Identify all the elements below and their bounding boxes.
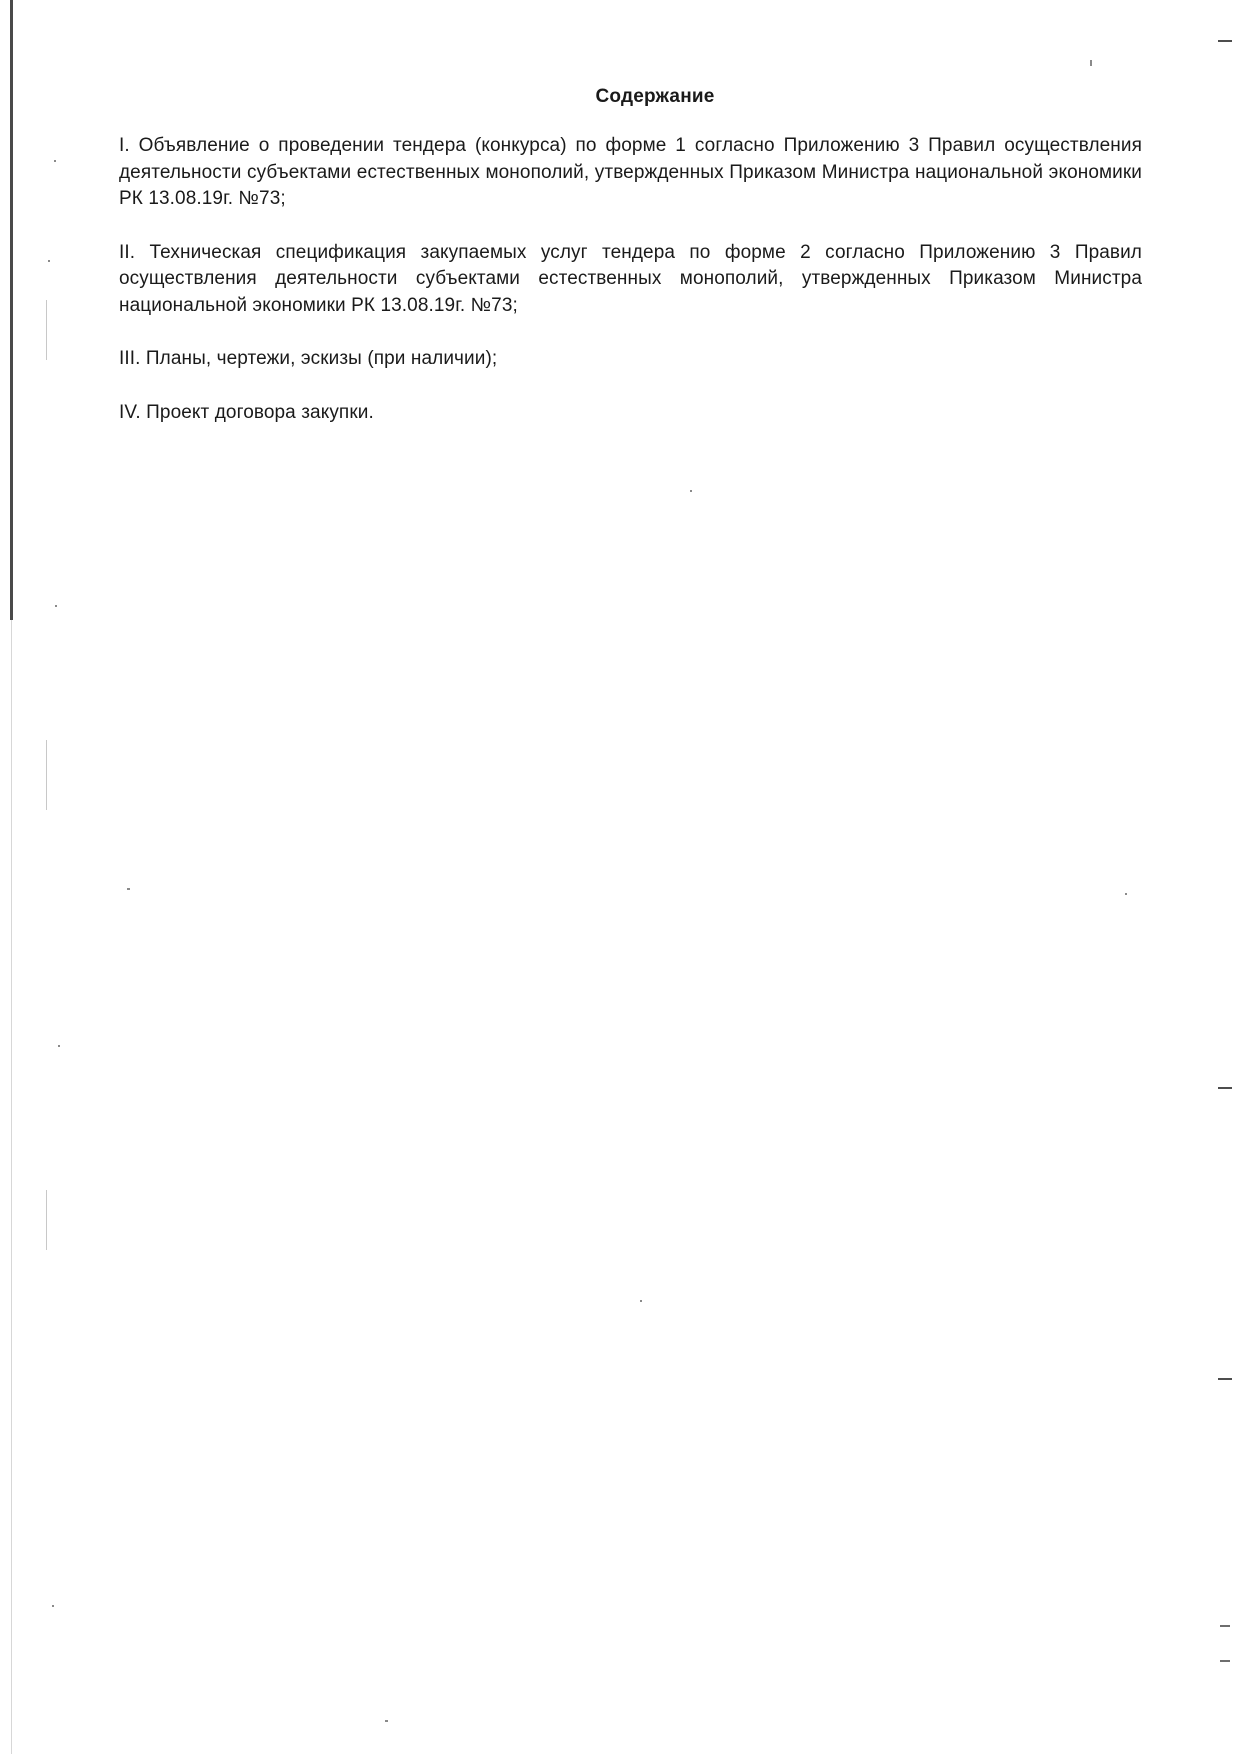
scan-speck bbox=[640, 1300, 642, 1302]
scan-speck bbox=[54, 160, 56, 162]
scan-mark bbox=[1218, 1378, 1232, 1380]
scan-edge-line bbox=[11, 620, 12, 1754]
scan-speck bbox=[52, 1605, 54, 1607]
scan-speck bbox=[1125, 893, 1127, 895]
scan-speck bbox=[1090, 60, 1092, 66]
scan-speck bbox=[690, 490, 692, 492]
scan-speck bbox=[1220, 1660, 1230, 1662]
contents-item-4: IV. Проект договора закупки. bbox=[119, 401, 374, 423]
contents-item-1: I. Объявление о проведении тендера (конкурса) по форме 1 согласно Приложению 3 Правил осуществления деятельности субъектами естественных монополий, утвержденных Приказом Министра национальной экономики РК 13.08.19г. №73; bbox=[119, 135, 1142, 209]
scan-speck bbox=[48, 260, 50, 262]
scan-speck bbox=[1220, 1625, 1230, 1627]
page-title: Содержание bbox=[595, 86, 715, 107]
scan-mark bbox=[1218, 40, 1232, 42]
scan-mark bbox=[1218, 1087, 1232, 1089]
contents-item-3: III. Планы, чертежи, эскизы (при наличии); bbox=[119, 348, 498, 369]
contents-item-2: II. Техническая спецификация закупаемых услуг тендера по форме 2 согласно Приложению 3 Правил осуществления деятельности субъектами естественных монополий, утвержденных Приказом Министра национальной экономики РК 13.08.19г. №73; bbox=[119, 241, 1142, 316]
scan-speck bbox=[46, 1190, 47, 1250]
scan-speck bbox=[46, 300, 47, 360]
scan-speck bbox=[127, 888, 130, 890]
scan-speck bbox=[385, 1720, 388, 1722]
scan-speck bbox=[46, 740, 47, 810]
scan-speck bbox=[58, 1045, 60, 1047]
contents-list bbox=[119, 133, 1142, 453]
scan-speck bbox=[55, 605, 57, 607]
